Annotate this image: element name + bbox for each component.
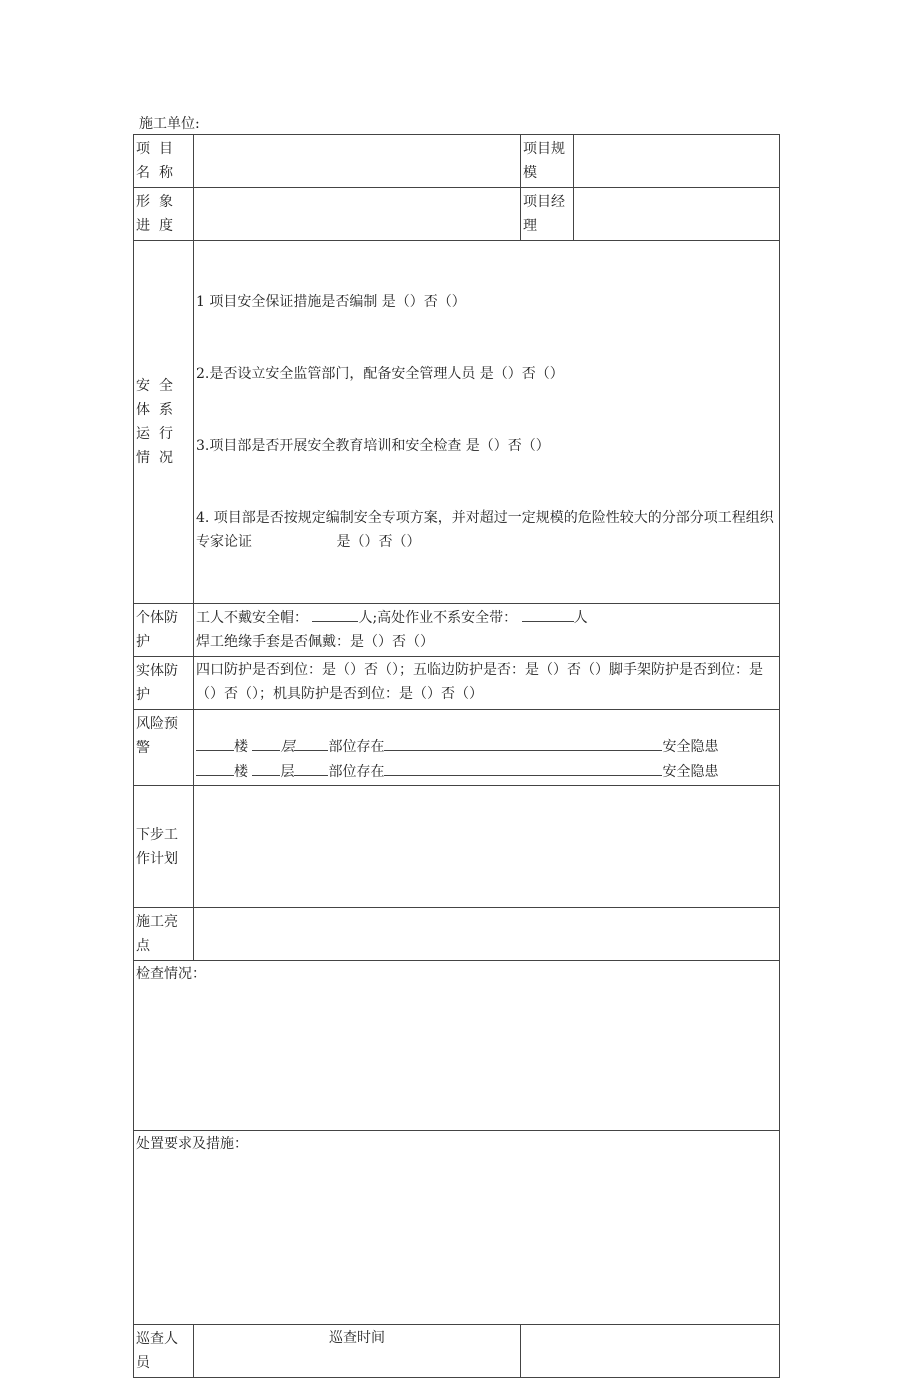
risk-desc-blank-1[interactable] (384, 734, 662, 751)
construction-unit-label: 施工单位: (139, 116, 200, 132)
next-plan-label: 下步工作计划 (134, 786, 194, 908)
safety-system-label: 安全体系运行情况 (134, 241, 194, 604)
safety-item-4: 4. 项目部是否按规定编制安全专项方案，并对超过一定规模的危险性较大的分部分项工程组织专家论证 是（）否（） (196, 510, 774, 550)
patrol-time-label: 巡查时间 (194, 1325, 521, 1378)
personal-protection-content (194, 604, 780, 657)
risk-line-1: 楼 层 部位存在 安全隐患 (196, 734, 777, 759)
risk-floor-blank-1[interactable] (252, 734, 280, 751)
project-scale-field[interactable] (574, 135, 780, 188)
harness-count-blank[interactable] (522, 605, 574, 622)
personal-protection-row (134, 604, 780, 657)
risk-floor-blank-2[interactable] (252, 759, 280, 776)
risk-part-blank-1[interactable] (294, 734, 328, 751)
personal-protection-label: 个体防护 (134, 604, 194, 657)
patrol-person-label: 巡查人员 (134, 1325, 194, 1378)
measures-label: 处置要求及措施： (136, 1136, 248, 1152)
project-name-label: 项目名称 (134, 135, 194, 188)
inspection-form-table (133, 134, 780, 1378)
highlights-row (134, 908, 780, 961)
progress-row (134, 188, 780, 241)
risk-desc-blank-2[interactable] (384, 759, 662, 776)
risk-building-blank-2[interactable] (196, 759, 234, 776)
risk-warning-row (134, 710, 780, 786)
safety-system-content (194, 241, 780, 604)
highlights-label: 施工亮点 (134, 908, 194, 961)
personal-protection-line-2: 焊工绝缘手套是否佩戴：是（）否（） (196, 634, 434, 650)
physical-protection-label: 实体防护 (134, 657, 194, 710)
highlights-field[interactable] (194, 908, 780, 961)
risk-line-2: 楼 层 部位存在 安全隐患 (196, 759, 777, 784)
measures-field[interactable] (134, 1131, 780, 1325)
risk-warning-label: 风险预警 (134, 710, 194, 786)
project-manager-field[interactable] (574, 188, 780, 241)
helmet-count-blank[interactable] (312, 605, 358, 622)
inspection-field[interactable] (134, 961, 780, 1131)
physical-protection-content: 四口防护是否到位：是（）否（）；五临边防护是否：是（）否（）脚手架防护是否到位：是（）否（）；机具防护是否到位：是（）否（） (194, 657, 780, 710)
progress-field[interactable] (194, 188, 521, 241)
personal-protection-line-1: 工人不戴安全帽： 人;高处作业不系安全带： 人 (196, 605, 777, 630)
safety-item-3: 3.项目部是否开展安全教育培训和安全检查 是（）否（） (196, 438, 550, 454)
project-scale-label: 项目规模 (521, 135, 574, 188)
project-name-row (134, 135, 780, 188)
progress-label: 形象进度 (134, 188, 194, 241)
project-manager-label: 项目经理 (521, 188, 574, 241)
risk-part-blank-2[interactable] (294, 759, 328, 776)
risk-building-blank-1[interactable] (196, 734, 234, 751)
measures-row (134, 1131, 780, 1325)
safety-item-2: 2.是否设立安全监管部门，配备安全管理人员 是（）否（） (196, 366, 564, 382)
physical-protection-row (134, 657, 780, 710)
inspection-label: 检查情况： (136, 966, 206, 982)
patrol-time-field[interactable] (521, 1325, 780, 1378)
inspection-row (134, 961, 780, 1131)
risk-warning-content (194, 710, 780, 786)
next-plan-row (134, 786, 780, 908)
project-name-field[interactable] (194, 135, 521, 188)
safety-system-row (134, 241, 780, 604)
next-plan-field[interactable] (194, 786, 780, 908)
patrol-row (134, 1325, 780, 1378)
safety-item-1: 1 项目安全保证措施是否编制 是（）否（） (196, 294, 466, 310)
